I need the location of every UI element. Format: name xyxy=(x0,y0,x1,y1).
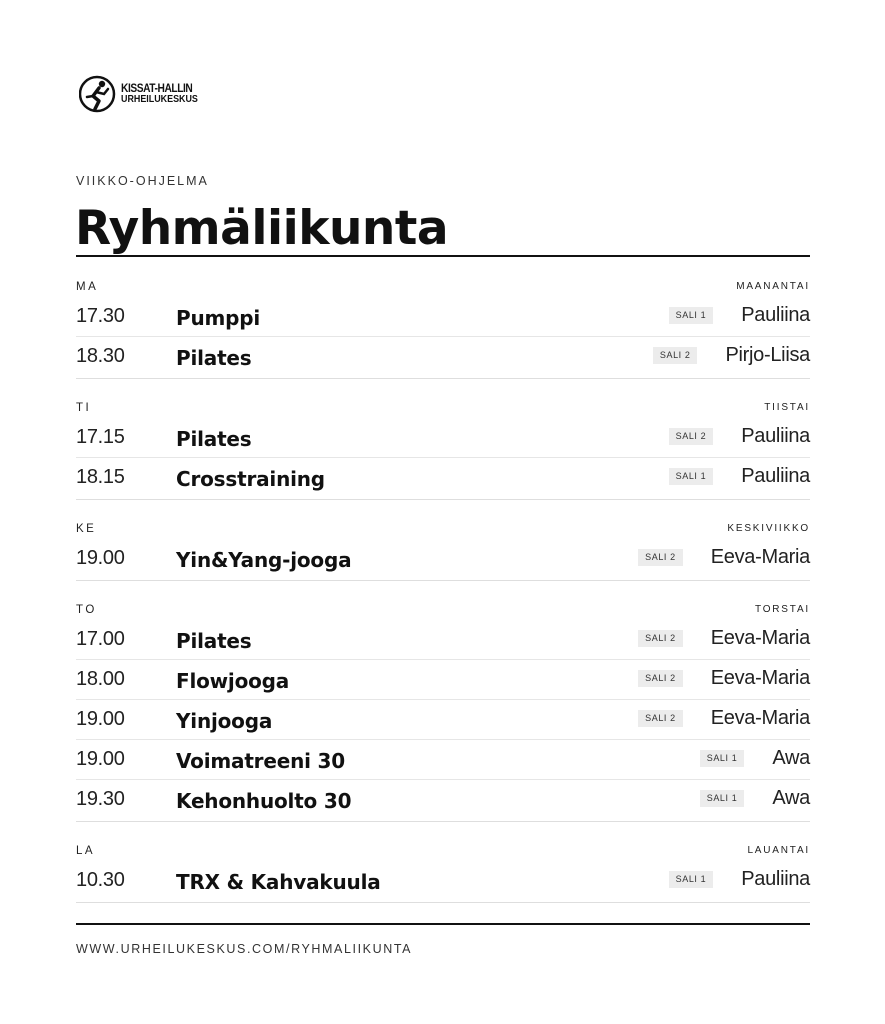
instructor-name: Pauliina xyxy=(741,868,810,890)
class-time: 19.00 xyxy=(76,547,125,569)
day-full-name: MAANANTAI xyxy=(736,281,810,292)
day-abbr: LA xyxy=(76,845,96,857)
room-badge: SALI 1 xyxy=(669,871,714,888)
day-full-name: KESKIVIIKKO xyxy=(727,523,810,534)
class-time: 17.30 xyxy=(76,305,125,327)
room-badge: SALI 2 xyxy=(638,549,683,566)
class-name: TRX & Kahvakuula xyxy=(176,870,381,894)
room-badge: SALI 1 xyxy=(700,750,745,767)
class-name: Yin&Yang-jooga xyxy=(176,548,352,572)
class-time: 18.30 xyxy=(76,345,125,367)
day-section-ma xyxy=(76,258,810,379)
class-row xyxy=(76,620,810,659)
page-title: Ryhmäliikunta xyxy=(75,201,449,256)
day-abbr: TO xyxy=(76,604,97,616)
class-name: Pilates xyxy=(176,427,252,451)
instructor-name: Awa xyxy=(772,747,810,769)
logo-line-1: KISSAT-HALLIN xyxy=(121,81,193,95)
instructor-name: Pauliina xyxy=(741,425,810,447)
day-full-name: LAUANTAI xyxy=(747,845,810,856)
instructor-name: Eeva-Maria xyxy=(710,546,810,568)
class-row xyxy=(76,457,810,497)
class-name: Pilates xyxy=(176,346,252,370)
day-section-ti xyxy=(76,379,810,500)
footer-url: WWW.URHEILUKESKUS.COM/RYHMALIIKUNTA xyxy=(76,942,413,956)
room-badge: SALI 1 xyxy=(669,468,714,485)
class-row xyxy=(76,861,810,900)
day-section-la xyxy=(76,822,810,903)
brand-logo xyxy=(79,74,211,114)
instructor-name: Eeva-Maria xyxy=(710,707,810,729)
class-row xyxy=(76,659,810,699)
day-full-name: TIISTAI xyxy=(764,402,810,413)
class-name: Flowjooga xyxy=(176,669,290,693)
class-row xyxy=(76,297,810,336)
class-time: 18.00 xyxy=(76,668,125,690)
day-abbr: MA xyxy=(76,281,99,293)
class-name: Pilates xyxy=(176,629,252,653)
class-row xyxy=(76,739,810,779)
instructor-name: Pauliina xyxy=(741,465,810,487)
room-badge: SALI 2 xyxy=(669,428,714,445)
class-name: Crosstraining xyxy=(176,467,325,491)
day-full-name: TORSTAI xyxy=(754,604,810,615)
footer-divider xyxy=(76,923,810,925)
room-badge: SALI 1 xyxy=(669,307,714,324)
room-badge: SALI 2 xyxy=(653,347,698,364)
day-abbr: TI xyxy=(76,402,92,414)
class-row xyxy=(76,336,810,376)
room-badge: SALI 2 xyxy=(638,710,683,727)
instructor-name: Pirjo-Liisa xyxy=(725,344,810,366)
room-badge: SALI 1 xyxy=(700,790,745,807)
title-divider xyxy=(76,255,810,257)
class-name: Kehonhuolto 30 xyxy=(176,789,352,813)
section-eyebrow: VIIKKO-OHJELMA xyxy=(76,174,209,188)
class-time: 17.00 xyxy=(76,628,125,650)
class-row xyxy=(76,418,810,457)
class-time: 10.30 xyxy=(76,869,125,891)
instructor-name: Eeva-Maria xyxy=(710,667,810,689)
schedule-list xyxy=(76,258,810,903)
room-badge: SALI 2 xyxy=(638,670,683,687)
runner-logo-icon xyxy=(79,74,117,114)
class-time: 19.00 xyxy=(76,748,125,770)
class-name: Voimatreeni 30 xyxy=(176,749,345,773)
instructor-name: Eeva-Maria xyxy=(710,627,810,649)
class-time: 19.30 xyxy=(76,788,125,810)
class-row xyxy=(76,779,810,819)
class-time: 18.15 xyxy=(76,466,125,488)
class-time: 17.15 xyxy=(76,426,125,448)
day-section-to xyxy=(76,581,810,822)
class-name: Pumppi xyxy=(176,306,261,330)
class-row xyxy=(76,539,810,578)
room-badge: SALI 2 xyxy=(638,630,683,647)
logo-line-2: URHEILUKESKUS xyxy=(121,93,198,105)
class-name: Yinjooga xyxy=(176,709,273,733)
instructor-name: Awa xyxy=(772,787,810,809)
instructor-name: Pauliina xyxy=(741,304,810,326)
day-section-ke xyxy=(76,500,810,581)
day-abbr: KE xyxy=(76,523,97,535)
class-time: 19.00 xyxy=(76,708,125,730)
class-row xyxy=(76,699,810,739)
